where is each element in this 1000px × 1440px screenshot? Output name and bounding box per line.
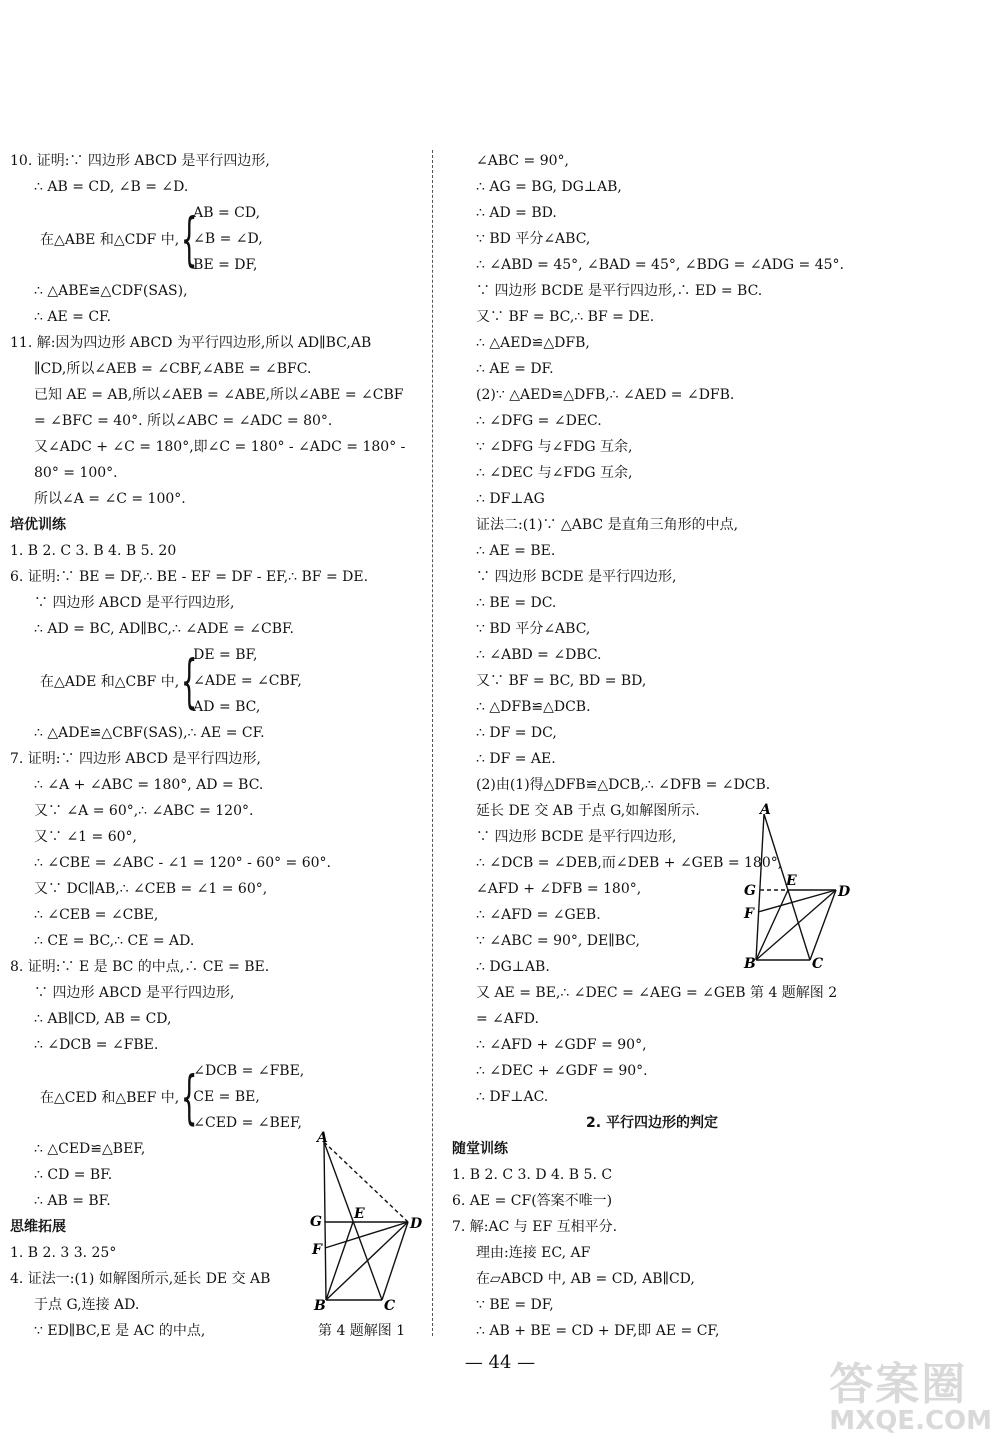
text-line: ∵ ED∥BC,E 是 AC 的中点, [34, 1323, 206, 1339]
figure-1-caption: 第 4 题解图 1 [318, 1323, 406, 1339]
system-label: 在△ADE 和△CBF 中, [40, 674, 180, 690]
left-brace: { [181, 1063, 198, 1131]
system-row: ∠ADE = ∠CBF, [193, 673, 302, 689]
text-line: ∵ BD 平分∠ABC, [476, 621, 591, 637]
label-b: B [314, 1298, 326, 1314]
watermark-url: MXQE.COM [829, 1406, 992, 1436]
label-g: G [744, 883, 756, 899]
text-line: 在▱ABCD 中, AB = CD, AB∥CD, [476, 1271, 695, 1287]
text-line: 7. 证明:∵ 四边形 ABCD 是平行四边形, [10, 751, 261, 767]
label-a: A [317, 1130, 328, 1146]
text-line: ∴ DG⊥AB. [476, 959, 550, 975]
text-line: ∴ △AED≌△DFB, [476, 335, 590, 351]
label-d: D [838, 884, 851, 900]
segment-be [756, 890, 788, 960]
text-line: ∵ ∠DFG 与∠FDG 互余, [476, 439, 633, 455]
label-f: F [312, 1242, 322, 1258]
text-line: = ∠AFD. [476, 1011, 539, 1027]
text-segment: 又 AE = BE,∴ ∠DEC = ∠AEG = ∠GEB [476, 985, 746, 1001]
text-line: ∴ CD = BF. [34, 1167, 113, 1183]
text-line: ∴ ∠AFD = ∠GEB. [476, 907, 601, 923]
text-line: 4. 证法一:(1) 如解图所示,延长 DE 交 AB [10, 1271, 271, 1287]
figure-2-caption: 第 4 题解图 2 [750, 985, 838, 1001]
text-line: ∴ AB = BF. [34, 1193, 111, 1209]
text-line: 又∠ADC + ∠C = 180°,即∠C = 180° - ∠ADC = 180° - [34, 439, 406, 455]
text-line: ∴ AB∥CD, AB = CD, [34, 1011, 172, 1027]
text-line: ∴ AB = CD, ∠B = ∠D. [34, 179, 189, 195]
text-line: 于点 G,连接 AD. [34, 1297, 140, 1313]
system-row: DE = BF, [193, 647, 258, 663]
text-line [452, 980, 852, 1006]
text-line: ∴ AB + BE = CD + DF,即 AE = CF, [476, 1323, 720, 1339]
text-line: 又∵ ∠A = 60°,∴ ∠ABC = 120°. [34, 803, 254, 819]
text-line: 已知 AE = AB,所以∠AEB = ∠ABE,所以∠ABE = ∠CBF [34, 387, 404, 403]
section-heading: 培优训练 [10, 517, 66, 533]
label-e: E [786, 873, 797, 889]
text-line: 又∵ BF = BC,∴ BF = DE. [476, 309, 655, 325]
text-line: ∴ ∠DFG = ∠DEC. [476, 413, 602, 429]
text-line: (2)由(1)得△DFB≌△DCB,∴ ∠DFB = ∠DCB. [476, 777, 771, 793]
text-line: 所以∠A = ∠C = 100°. [34, 491, 186, 507]
label-a: A [760, 802, 771, 818]
text-line: ∴ ∠CEB = ∠CBE, [34, 907, 159, 923]
text-line: 又∵ ∠1 = 60°, [34, 829, 137, 845]
label-b: B [744, 956, 756, 972]
text-line: ∴ AE = BE. [476, 543, 556, 559]
text-line: ∴ △ABE≌△CDF(SAS), [34, 283, 188, 299]
text-line: ∴ CE = BC,∴ CE = AD. [34, 933, 195, 949]
label-d: D [410, 1216, 423, 1232]
segment-bd [756, 890, 836, 960]
watermark-logo [829, 1348, 992, 1436]
section-title: 2. 平行四边形的判定 [586, 1115, 718, 1131]
text-line: ∴ ∠ABD = ∠DBC. [476, 647, 602, 663]
system-row: AD = BC, [193, 699, 261, 715]
text-line: ∠AFD + ∠DFB = 180°, [476, 881, 642, 897]
text-line: ∴ DF = DC, [476, 725, 557, 741]
left-brace: { [181, 647, 198, 715]
text-line: ∵ BE = DF, [476, 1297, 554, 1313]
page-number: — 44 — [464, 1352, 536, 1373]
text-line: ∵ ∠ABC = 90°, DE∥BC, [476, 933, 640, 949]
text-line: ∵ BD 平分∠ABC, [476, 231, 591, 247]
segment-ab [756, 814, 764, 960]
label-c: C [812, 956, 824, 972]
label-f: F [744, 906, 754, 922]
text-line: 延长 DE 交 AB 于点 G,如解图所示. [476, 803, 700, 819]
left-brace: { [181, 205, 198, 273]
equation-system [10, 200, 428, 278]
text-line: ∴ BE = DC. [476, 595, 557, 611]
text-line: ∵ 四边形 BCDE 是平行四边形, [476, 829, 677, 845]
label-g: G [310, 1214, 322, 1230]
text-line: ∴ AG = BG, DG⊥AB, [476, 179, 622, 195]
text-line: 理由:连接 EC, AF [476, 1245, 591, 1261]
system-row: BE = DF, [193, 257, 258, 273]
column-divider [432, 150, 433, 1336]
text-line: ∥CD,所以∠AEB = ∠CBF,∠ABE = ∠BFC. [34, 361, 312, 377]
text-line: ∴ ∠DEC + ∠GDF = 90°. [476, 1063, 648, 1079]
text-line: ∵ 四边形 ABCD 是平行四边形, [34, 985, 235, 1001]
text-line: ∴ △ADE≌△CBF(SAS),∴ AE = CF. [34, 725, 265, 741]
system-label: 在△CED 和△BEF 中, [40, 1090, 180, 1106]
text-line: ∴ ∠DCB = ∠FBE. [34, 1037, 159, 1053]
text-line: ∵ 四边形 BCDE 是平行四边形, [476, 569, 677, 585]
text-line: = ∠BFC = 40°. 所以∠ABC = ∠ADC = 80°. [34, 413, 333, 429]
segment-be [326, 1222, 353, 1300]
system-row: ∠CED = ∠BEF, [193, 1115, 303, 1131]
text-line: 10. 证明:∵ 四边形 ABCD 是平行四边形, [10, 153, 270, 169]
text-line: (2)∵ △AED≌△DFB,∴ ∠AED = ∠DFB. [476, 387, 735, 403]
system-row: AB = CD, [193, 205, 261, 221]
answer-line: 1. B 2. C 3. D 4. B 5. C [452, 1167, 613, 1183]
segment-ab [324, 1142, 326, 1300]
text-line: ∴ AE = CF. [34, 309, 112, 325]
text-line: ∵ 四边形 BCDE 是平行四边形,∴ ED = BC. [476, 283, 763, 299]
text-line: ∴ △DFB≌△DCB. [476, 699, 591, 715]
text-line: ∴ AD = BC, AD∥BC,∴ ∠ADE = ∠CBF. [34, 621, 294, 637]
text-line: 80° = 100°. [34, 465, 118, 481]
figure-1-diagram [302, 1130, 430, 1316]
text-line: ∴ △CED≌△BEF, [34, 1141, 146, 1157]
text-line: 11. 解:因为四边形 ABCD 为平行四边形,所以 AD∥BC,AB [10, 335, 372, 351]
text-line: ∴ ∠CBE = ∠ABC - ∠1 = 120° - 60° = 60°. [34, 855, 332, 871]
answer-line: 1. B 2. 3 3. 25° [10, 1245, 117, 1261]
system-row: ∠B = ∠D, [193, 231, 263, 247]
section-heading: 随堂训练 [452, 1141, 508, 1157]
system-label: 在△ABE 和△CDF 中, [40, 232, 180, 248]
text-line: 又∵ BF = BC, BD = BD, [476, 673, 647, 689]
system-row: ∠DCB = ∠FBE, [193, 1063, 305, 1079]
watermark-text: 答案圈 [829, 1359, 968, 1410]
text-line: ∵ 四边形 ABCD 是平行四边形, [34, 595, 235, 611]
text-line: ∴ DF⊥AC. [476, 1089, 549, 1105]
text-line: ∴ DF⊥AG [476, 491, 545, 507]
section-heading: 思维拓展 [10, 1219, 66, 1235]
segment-ac [324, 1142, 382, 1300]
text-line: ∴ ∠DEC 与∠FDG 互余, [476, 465, 633, 481]
segment-fd [325, 1222, 408, 1248]
text-line: 6. AE = CF(答案不唯一) [452, 1193, 613, 1209]
text-line: 又∵ DC∥AB,∴ ∠CEB = ∠1 = 60°, [34, 881, 268, 897]
text-line: ∴ AE = DF. [476, 361, 554, 377]
text-line: ∴ ∠AFD + ∠GDF = 90°, [476, 1037, 647, 1053]
text-line: 8. 证明:∵ E 是 BC 的中点,∴ CE = BE. [10, 959, 270, 975]
label-c: C [384, 1298, 396, 1314]
system-row: CE = BE, [193, 1089, 260, 1105]
text-line: ∴ ∠A + ∠ABC = 180°, AD = BC. [34, 777, 264, 793]
text-line: ∠ABC = 90°, [476, 153, 569, 169]
segment-ad-dashed [324, 1142, 408, 1222]
figure-2-diagram [740, 800, 852, 972]
text-line: ∴ AD = BD. [476, 205, 557, 221]
text-line: ∴ ∠ABD = 45°, ∠BAD = 45°, ∠BDG = ∠ADG = 45°. [476, 257, 844, 273]
text-line: 证法二:(1)∵ △ABC 是直角三角形的中点, [476, 517, 739, 533]
right-column [452, 148, 852, 1344]
answer-line: 1. B 2. C 3. B 4. B 5. 20 [10, 543, 177, 559]
equation-system [10, 642, 428, 720]
text-line: 7. 解:AC 与 EF 互相平分. [452, 1219, 618, 1235]
text-line: ∴ DF = AE. [476, 751, 556, 767]
label-e: E [354, 1206, 365, 1222]
equation-system [10, 1058, 428, 1136]
text-line: ∴ ∠DCB = ∠DEB,而∠DEB + ∠GEB = 180°, [476, 855, 783, 871]
text-line: 6. 证明:∵ BE = DF,∴ BE - EF = DF - EF,∴ BF = DE. [10, 569, 369, 585]
